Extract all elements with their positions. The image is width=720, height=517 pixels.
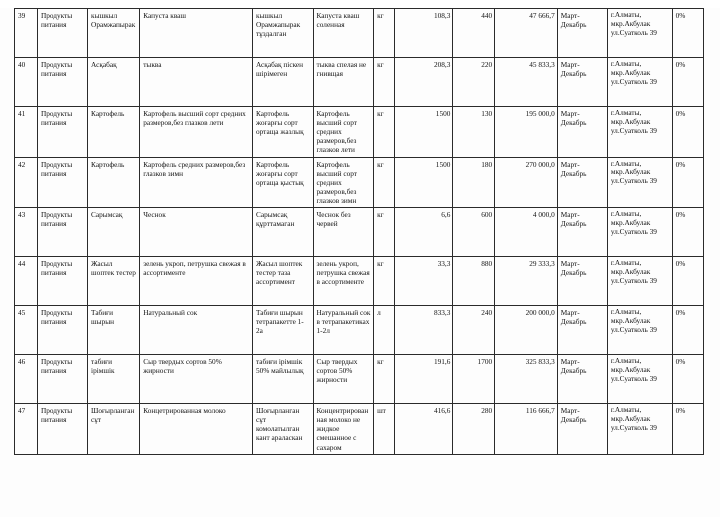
row-price: 191,6 [394, 355, 452, 404]
row-address: г.Алматы, мкр.Акбулак ул.Суатколь 39 [607, 306, 672, 355]
row-address: г.Алматы, мкр.Акбулак ул.Суатколь 39 [607, 355, 672, 404]
row-name: Картофель [88, 107, 140, 158]
row-quantity: 440 [453, 9, 495, 58]
row-percent: 0% [672, 306, 703, 355]
row-percent: 0% [672, 257, 703, 306]
row-description: Картофель высший сорт средних размеров,без глазков лети [140, 107, 253, 158]
row-price: 416,6 [394, 404, 452, 455]
row-number: 41 [15, 107, 38, 158]
row-term: Март-Декабрь [557, 107, 607, 158]
row-percent: 0% [672, 9, 703, 58]
row-unit: кг [374, 355, 395, 404]
row-quantity: 1700 [453, 355, 495, 404]
row-address: г.Алматы, мкр.Акбулак ул.Суатколь 39 [607, 9, 672, 58]
row-number: 42 [15, 157, 38, 208]
row-sum: 45 833,3 [495, 58, 558, 107]
row-name-rus: Сыр твердых сортов 50% жирности [313, 355, 374, 404]
row-address: г.Алматы, мкр.Акбулак ул.Суатколь 39 [607, 58, 672, 107]
row-unit: шт [374, 404, 395, 455]
row-address: г.Алматы, мкр.Акбулак ул.Суатколь 39 [607, 107, 672, 158]
row-percent: 0% [672, 404, 703, 455]
row-price: 1500 [394, 157, 452, 208]
row-category: Продукты питания [37, 58, 87, 107]
row-quantity: 240 [453, 306, 495, 355]
table-row [15, 58, 704, 107]
row-name-kaz: Картофель жоғарғы сорт ортаща қыстық [252, 157, 313, 208]
row-name-kaz: Табиғи шырын тетрапакетте 1-2а [252, 306, 313, 355]
row-term: Март-Декабрь [557, 9, 607, 58]
row-sum: 195 000,0 [495, 107, 558, 158]
row-name-rus: Чеснок без червей [313, 208, 374, 257]
row-category: Продукты питания [37, 355, 87, 404]
row-category: Продукты питания [37, 107, 87, 158]
row-percent: 0% [672, 355, 703, 404]
row-description: Натуральный сок [140, 306, 253, 355]
row-number: 46 [15, 355, 38, 404]
row-name-rus: Картофель высший сорт средних размеров,без глазков зимн [313, 157, 374, 208]
row-address: г.Алматы, мкр.Акбулак ул.Суатколь 39 [607, 404, 672, 455]
row-sum: 270 000,0 [495, 157, 558, 208]
row-category: Продукты питания [37, 306, 87, 355]
table-row [15, 355, 704, 404]
row-price: 108,3 [394, 9, 452, 58]
row-quantity: 220 [453, 58, 495, 107]
row-price: 33,3 [394, 257, 452, 306]
row-description: тыква [140, 58, 253, 107]
table-row [15, 257, 704, 306]
table-row [15, 107, 704, 158]
row-term: Март-Декабрь [557, 404, 607, 455]
row-percent: 0% [672, 58, 703, 107]
row-sum: 116 666,7 [495, 404, 558, 455]
row-number: 40 [15, 58, 38, 107]
row-category: Продукты питания [37, 157, 87, 208]
table-row [15, 404, 704, 455]
row-number: 47 [15, 404, 38, 455]
row-percent: 0% [672, 208, 703, 257]
row-price: 6,6 [394, 208, 452, 257]
row-price: 208,3 [394, 58, 452, 107]
row-sum: 29 333,3 [495, 257, 558, 306]
table-row [15, 157, 704, 208]
row-address: г.Алматы, мкр.Акбулак ул.Суатколь 39 [607, 257, 672, 306]
row-name-rus: Натуральный сок в тетрапакетиках 1-2л [313, 306, 374, 355]
row-term: Март-Декабрь [557, 257, 607, 306]
row-sum: 325 833,3 [495, 355, 558, 404]
row-name: Табиғи шырын [88, 306, 140, 355]
row-term: Март-Декабрь [557, 306, 607, 355]
row-percent: 0% [672, 157, 703, 208]
table-body [15, 9, 704, 455]
table-row [15, 306, 704, 355]
row-name: Асқабақ [88, 58, 140, 107]
row-category: Продукты питания [37, 257, 87, 306]
price-list-table [14, 8, 704, 455]
row-unit: кг [374, 107, 395, 158]
row-term: Март-Декабрь [557, 355, 607, 404]
row-unit: кг [374, 257, 395, 306]
row-name-kaz: кышкыл Орамжапырак тұздалган [252, 9, 313, 58]
row-price: 1500 [394, 107, 452, 158]
row-quantity: 600 [453, 208, 495, 257]
row-quantity: 180 [453, 157, 495, 208]
row-name-rus: Капуста кваш соленная [313, 9, 374, 58]
row-name: кышкыл Орамжапырак [88, 9, 140, 58]
row-description: Чеснок [140, 208, 253, 257]
document-page [0, 8, 720, 517]
row-percent: 0% [672, 107, 703, 158]
row-number: 39 [15, 9, 38, 58]
row-name-kaz: Шоғырланган сұт комолатылган кант араласкан [252, 404, 313, 455]
row-name-kaz: Жасыл шоптек тестер таза ассортимент [252, 257, 313, 306]
row-name-kaz: Сарымсақ құрттамаган [252, 208, 313, 257]
row-name-rus: зелень укроп, петрушка свежая в ассортименте [313, 257, 374, 306]
row-term: Март-Декабрь [557, 157, 607, 208]
row-description: зелень укроп, петрушка свежая в ассортименте [140, 257, 253, 306]
table-row [15, 9, 704, 58]
row-sum: 4 000,0 [495, 208, 558, 257]
row-address: г.Алматы, мкр.Акбулак ул.Суатколь 39 [607, 208, 672, 257]
row-category: Продукты питания [37, 404, 87, 455]
row-description: Концетрированная молоко [140, 404, 253, 455]
row-sum: 200 000,0 [495, 306, 558, 355]
row-name-rus: Концентрирован ная молоко не жидкое смешанное с сахаром [313, 404, 374, 455]
row-quantity: 280 [453, 404, 495, 455]
row-description: Капуста кваш [140, 9, 253, 58]
row-unit: л [374, 306, 395, 355]
row-name: Сарымсақ [88, 208, 140, 257]
row-name-rus: тыква спелая не гнивщая [313, 58, 374, 107]
row-price: 833,3 [394, 306, 452, 355]
row-quantity: 880 [453, 257, 495, 306]
row-name: Картофель [88, 157, 140, 208]
row-term: Март-Декабрь [557, 58, 607, 107]
row-description: Картофель средних размеров,без глазков зимн [140, 157, 253, 208]
row-category: Продукты питания [37, 9, 87, 58]
row-term: Март-Декабрь [557, 208, 607, 257]
row-unit: кг [374, 58, 395, 107]
row-name: Шоғырланган сұт [88, 404, 140, 455]
row-number: 44 [15, 257, 38, 306]
row-name: Жасыл шоптек тестер [88, 257, 140, 306]
row-unit: кг [374, 208, 395, 257]
row-name-kaz: табиғи ірімшік 50% майлылық [252, 355, 313, 404]
row-sum: 47 666,7 [495, 9, 558, 58]
row-unit: кг [374, 157, 395, 208]
row-category: Продукты питания [37, 208, 87, 257]
row-name: табиғи ірімшік [88, 355, 140, 404]
row-number: 45 [15, 306, 38, 355]
row-quantity: 130 [453, 107, 495, 158]
row-address: г.Алматы, мкр.Акбулак ул.Суатколь 39 [607, 157, 672, 208]
row-number: 43 [15, 208, 38, 257]
row-name-kaz: Асқабақ піскен шірімеген [252, 58, 313, 107]
row-name-kaz: Картофель жоғарғы сорт ортаща жазлық [252, 107, 313, 158]
table-row [15, 208, 704, 257]
row-description: Сыр твердых сортов 50% жирности [140, 355, 253, 404]
row-name-rus: Картофель высший сорт средних размеров,без глазков лети [313, 107, 374, 158]
row-unit: кг [374, 9, 395, 58]
